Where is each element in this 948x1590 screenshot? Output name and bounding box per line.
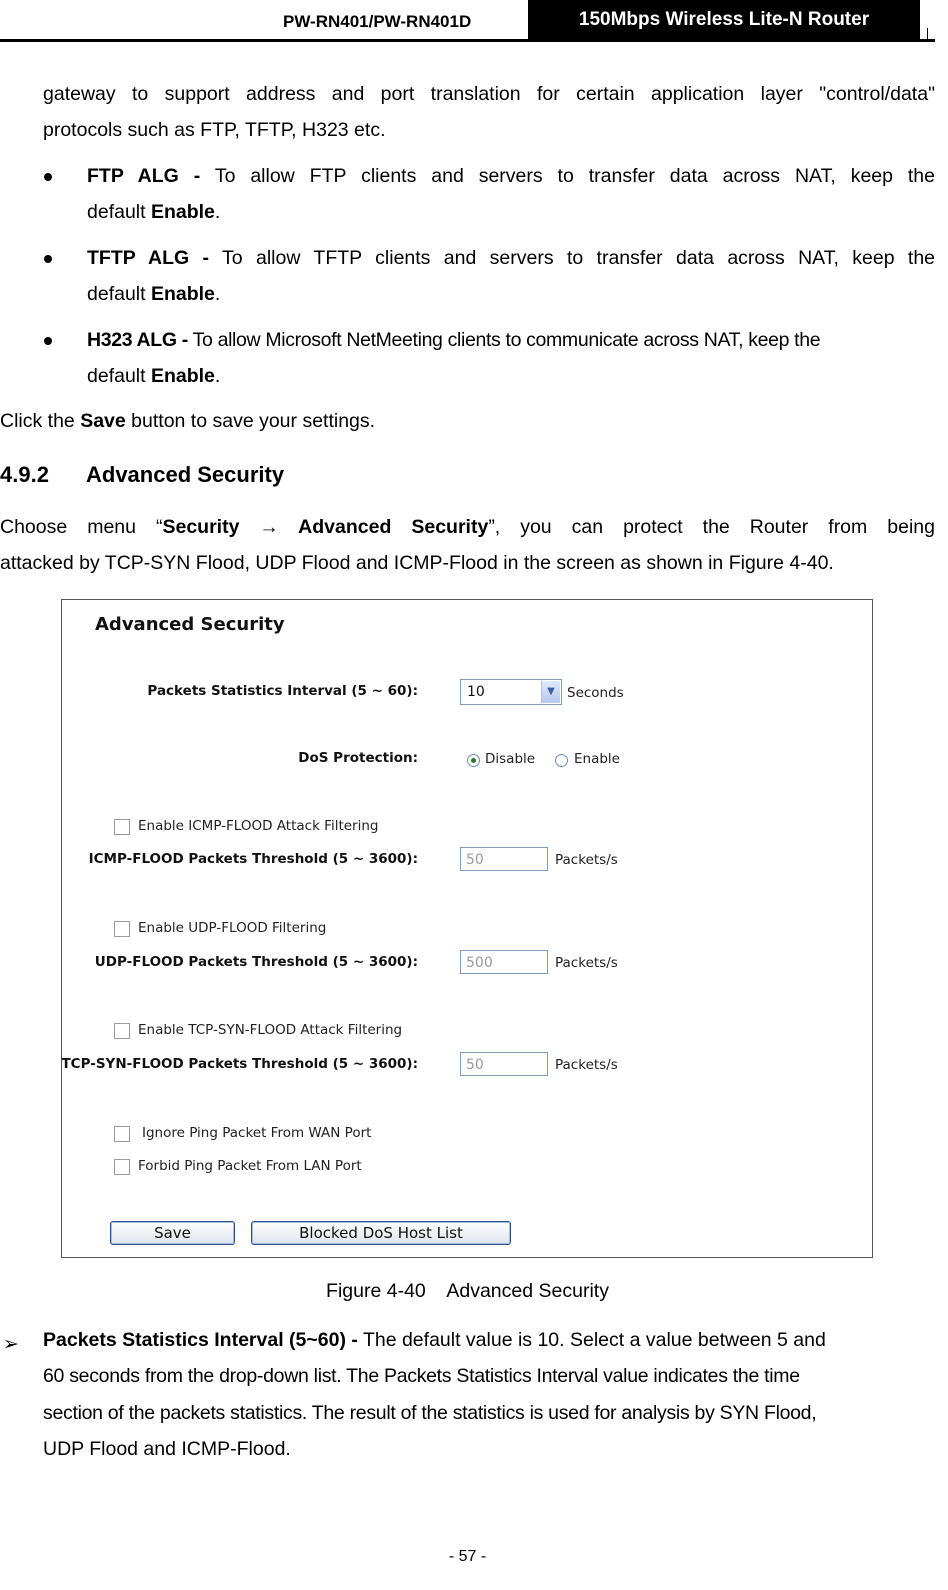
choose-line2: attacked by TCP-SYN Flood, UDP Flood and ICMP-Flood in the screen as shown in Figure 4-40.: [0, 552, 834, 574]
icmp-unit: Packets/s: [555, 852, 618, 868]
pkt-term: Packets Statistics Interval (5~60) -: [43, 1329, 358, 1351]
choose-bold1: Security: [162, 516, 240, 538]
tcp-enable-checkbox[interactable]: [114, 1023, 130, 1039]
advanced-security-screenshot: [61, 599, 873, 1258]
intro-line2: protocols such as FTP, TFTP, H323 etc.: [43, 119, 386, 141]
choose-pre: Choose menu “: [0, 516, 163, 538]
bullet-ftp-line2: [87, 194, 220, 231]
pkt-line1: [43, 1322, 923, 1359]
interval-select[interactable]: [460, 679, 562, 705]
bullet-post: .: [214, 201, 221, 223]
bullet-dot: [44, 255, 52, 263]
chevron-down-icon[interactable]: ▼: [541, 681, 560, 703]
udp-threshold-input[interactable]: 500: [460, 950, 548, 974]
dos-enable-radio[interactable]: [555, 754, 568, 767]
dos-enable-label: Enable: [574, 751, 620, 767]
intro-line1: gateway to support address and port translation for certain application layer "control/data": [43, 83, 935, 105]
bullet-ftp: [87, 158, 935, 195]
ignore-ping-checkbox[interactable]: [114, 1126, 130, 1142]
save-note-bold: Save: [80, 410, 126, 432]
bullet-text: To allow Microsoft NetMeeting clients to communicate across NAT, keep the: [187, 329, 821, 351]
dos-disable-label: Disable: [485, 751, 536, 767]
section-title: Advanced Security: [86, 462, 285, 487]
choose-bold2: Advanced Security: [298, 516, 489, 538]
icmp-threshold-input[interactable]: 50: [460, 847, 548, 871]
pkt-line4: UDP Flood and ICMP-Flood.: [43, 1438, 291, 1460]
choose-post: ”, you can protect the Router from being: [488, 516, 935, 538]
tcp-threshold-input[interactable]: 50: [460, 1052, 548, 1076]
bullet-dot: [44, 337, 52, 345]
bullet-h323-line2: [87, 358, 220, 395]
save-note: [0, 403, 375, 440]
save-note-post: button to save your settings.: [125, 410, 376, 432]
interval-value: 10: [467, 684, 485, 700]
bullet-pre: default: [87, 201, 151, 223]
dos-label: DoS Protection:: [298, 750, 418, 766]
bullet-post: .: [214, 283, 221, 305]
tcp-threshold-label: TCP-SYN-FLOOD Packets Threshold (5 ~ 3600):: [61, 1056, 418, 1072]
dos-disable-radio[interactable]: [467, 754, 480, 767]
interval-label: Packets Statistics Interval (5 ~ 60):: [147, 683, 418, 699]
arrow-bullet-icon: ➢: [3, 1334, 19, 1355]
section-number: 4.9.2: [0, 462, 49, 487]
bullet-term: TFTP ALG -: [87, 247, 210, 269]
icmp-enable-label: Enable ICMP-FLOOD Attack Filtering: [138, 818, 379, 834]
tcp-enable-label: Enable TCP-SYN-FLOOD Attack Filtering: [138, 1022, 403, 1038]
bullet-tftp: [87, 240, 935, 277]
bullet-bold: Enable: [150, 283, 215, 305]
header-model: PW-RN401/PW-RN401D: [283, 12, 472, 31]
pkt-line2: 60 seconds from the drop-down list. The Packets Statistics Interval value indicates the time: [43, 1365, 800, 1387]
bullet-bold: Enable: [150, 365, 215, 387]
save-note-pre: Click the: [0, 410, 81, 432]
header-rule: [0, 39, 935, 42]
bullet-bold: Enable: [150, 201, 215, 223]
pkt-text: The default value is 10. Select a value between 5 and: [357, 1329, 826, 1351]
icmp-enable-checkbox[interactable]: [114, 819, 130, 835]
ignore-ping-label: Ignore Ping Packet From WAN Port: [142, 1125, 372, 1141]
interval-unit: Seconds: [567, 685, 624, 701]
save-button[interactable]: Save: [110, 1221, 235, 1245]
icmp-threshold-label: ICMP-FLOOD Packets Threshold (5 ~ 3600):: [88, 851, 418, 867]
page-number: - 57 -: [448, 1548, 487, 1565]
bullet-term: H323 ALG -: [87, 329, 188, 351]
blocked-dos-host-list-button[interactable]: Blocked DoS Host List: [251, 1221, 511, 1245]
header-tick: [927, 28, 936, 39]
bullet-dot: [44, 173, 52, 181]
udp-threshold-label: UDP-FLOOD Packets Threshold (5 ~ 3600):: [94, 954, 418, 970]
bullet-term: FTP ALG -: [87, 165, 201, 187]
bullet-post: .: [214, 365, 221, 387]
figure-title: Advanced Security: [95, 614, 285, 635]
header-product: 150Mbps Wireless Lite-N Router: [528, 0, 920, 40]
udp-enable-label: Enable UDP-FLOOD Filtering: [138, 920, 327, 936]
choose-arrow: →: [239, 516, 299, 538]
bullet-text: To allow TFTP clients and servers to transfer data across NAT, keep the: [209, 247, 936, 269]
tcp-unit: Packets/s: [555, 1057, 618, 1073]
pkt-line3: section of the packets statistics. The result of the statistics is used for analysis by SYN Flood,: [43, 1402, 817, 1424]
bullet-tftp-line2: [87, 276, 220, 313]
udp-unit: Packets/s: [555, 955, 618, 971]
section-heading: [0, 462, 284, 488]
forbid-ping-label: Forbid Ping Packet From LAN Port: [138, 1158, 362, 1174]
choose-line1: [0, 509, 935, 546]
bullet-pre: default: [87, 283, 151, 305]
bullet-text: To allow FTP clients and servers to transfer data across NAT, keep the: [200, 165, 936, 187]
page-header: [0, 0, 948, 42]
bullet-pre: default: [87, 365, 151, 387]
bullet-h323: [87, 322, 935, 359]
forbid-ping-checkbox[interactable]: [114, 1159, 130, 1175]
udp-enable-checkbox[interactable]: [114, 921, 130, 937]
figure-caption: Figure 4-40 Advanced Security: [326, 1280, 609, 1302]
